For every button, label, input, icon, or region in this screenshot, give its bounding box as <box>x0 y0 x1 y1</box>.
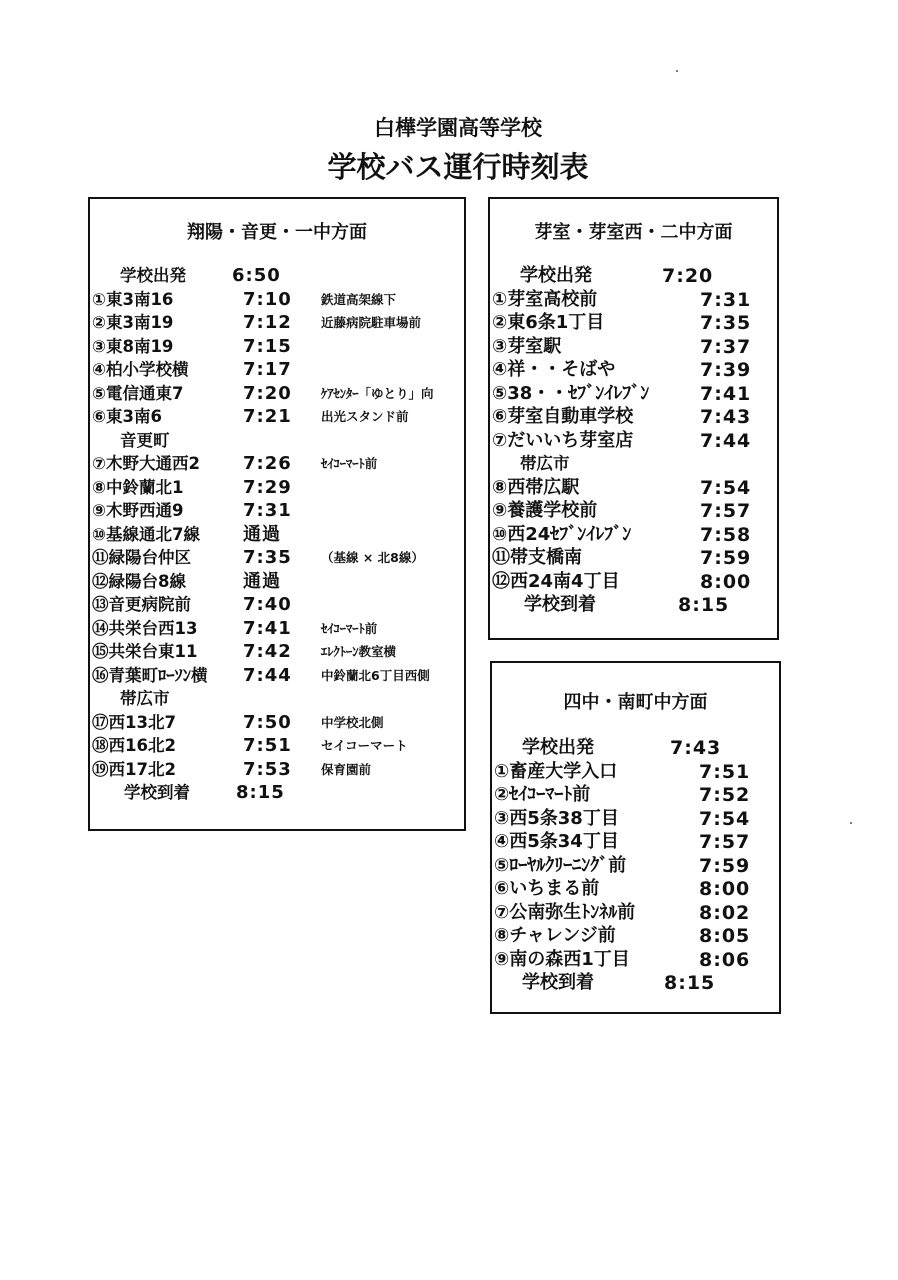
stop-name: ⑩西24ｾﾌﾞﾝｲﾚﾌﾞﾝ <box>492 523 632 545</box>
stop-row <box>490 429 777 453</box>
stop-row <box>90 382 464 406</box>
stop-time: 8:02 <box>699 901 751 924</box>
stop-time: 7:26 <box>243 453 292 474</box>
stop-row <box>90 335 464 359</box>
stop-row <box>490 546 777 570</box>
stop-row <box>90 452 464 476</box>
departure-label: 学校出発 <box>520 265 592 286</box>
stop-row <box>90 288 464 312</box>
stop-time: 7:51 <box>699 760 751 783</box>
stop-name: ④西5条34丁目 <box>494 831 619 852</box>
route1-panel <box>88 197 466 831</box>
stop-time: 7:51 <box>243 735 292 756</box>
stop-time: 7:17 <box>243 359 292 380</box>
stop-row <box>90 499 464 523</box>
stop-name: ⑲西17北2 <box>92 759 176 779</box>
stop-time: 7:50 <box>243 711 292 733</box>
departure-row <box>490 264 777 288</box>
arrival-label: 学校到着 <box>522 972 594 993</box>
stop-row <box>90 617 464 641</box>
stop-row <box>90 593 464 617</box>
stop-time: 通過 <box>243 570 281 592</box>
stop-name: ⑰西13北7 <box>92 712 176 732</box>
stop-name: ⑯青葉町ﾛｰｿﾝ横 <box>92 665 208 685</box>
stop-name: ⑥東3南6 <box>92 407 162 426</box>
stop-name: ⑦木野大通西2 <box>92 454 200 473</box>
stop-time: 7:40 <box>243 594 292 615</box>
stop-time: 7:43 <box>700 406 752 428</box>
stop-name: ⑥いちまる前 <box>494 878 600 899</box>
stop-name: ⑱西16北2 <box>92 736 176 755</box>
stop-time: 7:41 <box>700 382 752 405</box>
stop-name: ①東3南16 <box>92 289 174 309</box>
departure-time: 7:43 <box>670 737 722 759</box>
stop-note: ｾｲｺｰﾏｰﾄ前 <box>321 456 378 471</box>
stop-time: 8:00 <box>700 570 752 593</box>
stop-row <box>490 358 777 382</box>
stop-row <box>492 924 779 948</box>
stop-note: 中学校北側 <box>321 714 384 730</box>
stop-name: ⑨木野西通9 <box>92 501 184 520</box>
stop-name: ⑪帯支橋南 <box>492 547 582 568</box>
stop-name: ⑭共栄台西13 <box>92 618 198 638</box>
stop-row <box>90 711 464 735</box>
route3-panel <box>490 661 781 1014</box>
page-title: 学校バス運行時刻表 <box>327 150 589 184</box>
stop-row <box>492 854 779 878</box>
stop-time: 7:15 <box>243 335 292 357</box>
stop-row <box>90 734 464 758</box>
arrival-time: 8:15 <box>678 594 730 616</box>
area-label: 帯広市 <box>520 454 570 473</box>
stop-name: ⑦だいいち芽室店 <box>492 429 634 451</box>
stop-time: 7:10 <box>243 288 292 310</box>
stop-name: ⑧中鈴蘭北1 <box>92 477 184 497</box>
stop-row <box>490 570 777 594</box>
stop-time: 7:29 <box>243 476 292 498</box>
stop-name: ⑤38・・ｾﾌﾞﾝｲﾚﾌﾞﾝ <box>492 382 650 404</box>
stop-name: ⑧西帯広駅 <box>492 476 580 498</box>
stop-name: ⑫緑陽台8線 <box>92 571 186 591</box>
stop-time: 7:44 <box>243 664 292 686</box>
stop-row <box>492 760 779 784</box>
stop-time: 7:35 <box>243 547 292 568</box>
stop-row <box>90 570 464 594</box>
route2-title: 芽室・芽室西・二中方面 <box>534 222 733 243</box>
stop-name: ⑦公南弥生ﾄﾝﾈﾙ前 <box>494 901 636 923</box>
stop-time: 7:58 <box>700 523 752 546</box>
stop-row <box>492 783 779 807</box>
departure-time: 7:20 <box>662 265 714 287</box>
area-row <box>490 452 777 476</box>
stop-name: ③東8南19 <box>92 336 174 356</box>
stop-name: ⑤電信通東7 <box>92 383 184 403</box>
stop-note: 出光スタンド前 <box>321 409 409 424</box>
stop-row <box>492 901 779 925</box>
stop-name: ②東3南19 <box>92 313 174 332</box>
arrival-label: 学校到着 <box>524 594 596 615</box>
stop-time: 7:37 <box>700 335 752 358</box>
stop-row <box>490 382 777 406</box>
stop-time: 8:00 <box>699 878 751 900</box>
stop-time: 7:21 <box>243 406 292 427</box>
stop-name: ⑨養護学校前 <box>492 500 598 521</box>
stop-row <box>492 830 779 854</box>
stop-row <box>492 948 779 972</box>
route3-title: 四中・南町中方面 <box>563 692 708 713</box>
stop-time: 7:31 <box>700 288 752 311</box>
stop-time: 8:06 <box>699 948 751 971</box>
route2-panel <box>488 197 779 640</box>
stop-row <box>490 311 777 335</box>
stop-note: 近藤病院駐車場前 <box>321 315 422 330</box>
stop-name: ③西5条38丁目 <box>494 807 619 829</box>
departure-row <box>90 264 464 288</box>
departure-time: 6:50 <box>232 265 281 286</box>
stop-name: ④柏小学校横 <box>92 360 189 379</box>
stop-time: 7:53 <box>243 758 292 780</box>
area-label: 音更町 <box>120 430 170 450</box>
stop-time: 7:35 <box>700 312 752 334</box>
stop-name: ⑮共栄台東11 <box>92 642 198 661</box>
stop-note: 中鈴蘭北6丁目西側 <box>321 667 430 683</box>
arrival-time: 8:15 <box>236 782 285 803</box>
stop-row <box>90 664 464 688</box>
stop-name: ②ｾｲｺｰﾏｰﾄ前 <box>494 784 591 805</box>
speck <box>676 70 678 72</box>
stop-row <box>90 523 464 547</box>
stop-name: ⑨南の森西1丁目 <box>494 948 630 970</box>
arrival-time: 8:15 <box>664 972 716 994</box>
stop-note: セイコーマート <box>321 738 408 753</box>
stop-time: 通過 <box>243 523 281 545</box>
stop-name: ②東6条1丁目 <box>492 312 605 333</box>
stop-time: 7:12 <box>243 312 292 333</box>
stop-note: （基線 × 北8線） <box>321 550 424 565</box>
stop-name: ⑩基線通北7線 <box>92 524 200 544</box>
stop-time: 7:54 <box>700 476 752 499</box>
stop-note: 鉄道高架線下 <box>321 291 397 307</box>
stop-time: 7:39 <box>700 359 752 381</box>
stop-time: 7:42 <box>243 641 292 662</box>
school-name: 白樺学園高等学校 <box>374 116 542 140</box>
stop-time: 7:57 <box>700 500 752 522</box>
arrival-row <box>492 971 779 995</box>
stop-row <box>90 311 464 335</box>
area-row <box>90 429 464 453</box>
stop-time: 7:57 <box>699 831 751 853</box>
stop-time: 7:44 <box>700 429 752 452</box>
stop-name: ⑫西24南4丁目 <box>492 570 620 592</box>
arrival-row <box>490 593 777 617</box>
stop-row <box>492 807 779 831</box>
stop-name: ⑤ﾛｰﾔﾙｸﾘｰﾆﾝｸﾞ前 <box>494 854 627 876</box>
area-label: 帯広市 <box>120 689 170 708</box>
stop-note: 保育園前 <box>321 761 372 777</box>
stop-time: 7:20 <box>243 382 292 404</box>
route1-title: 翔陽・音更・一中方面 <box>187 222 367 243</box>
stop-time: 8:05 <box>699 925 751 947</box>
stop-time: 7:54 <box>699 807 751 830</box>
stop-name: ⑥芽室自動車学校 <box>492 406 634 427</box>
stop-time: 7:41 <box>243 617 292 639</box>
stop-row <box>490 476 777 500</box>
stop-note: ｴﾚｸﾄｰﾝ教室横 <box>321 644 397 659</box>
stop-row <box>90 476 464 500</box>
arrival-label: 学校到着 <box>124 783 190 802</box>
departure-row <box>492 736 779 760</box>
stop-row <box>90 640 464 664</box>
stop-name: ①芽室高校前 <box>492 288 598 310</box>
departure-label: 学校出発 <box>120 266 186 285</box>
departure-label: 学校出発 <box>522 737 594 758</box>
area-row <box>90 687 464 711</box>
stop-row <box>90 358 464 382</box>
stop-row <box>90 405 464 429</box>
stop-time: 7:52 <box>699 784 751 806</box>
stop-time: 7:31 <box>243 500 292 521</box>
stop-note: ｹｱｾﾝﾀｰ「ゆとり」向 <box>321 385 434 401</box>
stop-time: 7:59 <box>699 854 751 877</box>
stop-name: ⑪緑陽台仲区 <box>92 548 191 567</box>
stop-time: 7:59 <box>700 547 752 569</box>
stop-name: ⑬音更病院前 <box>92 595 191 614</box>
stop-row <box>90 758 464 782</box>
stop-row <box>490 499 777 523</box>
speck <box>850 822 852 824</box>
stop-note: ｾｲｺｰﾏｰﾄ前 <box>321 620 378 636</box>
stop-name: ④祥・・そばや <box>492 359 616 380</box>
stop-name: ①畜産大学入口 <box>494 760 618 782</box>
stop-name: ③芽室駅 <box>492 335 562 357</box>
stop-row <box>492 877 779 901</box>
stop-row <box>490 523 777 547</box>
arrival-row <box>90 781 464 805</box>
stop-row <box>90 546 464 570</box>
stop-row <box>490 335 777 359</box>
stop-name: ⑧チャレンジ前 <box>494 925 616 946</box>
stop-row <box>490 405 777 429</box>
stop-row <box>490 288 777 312</box>
